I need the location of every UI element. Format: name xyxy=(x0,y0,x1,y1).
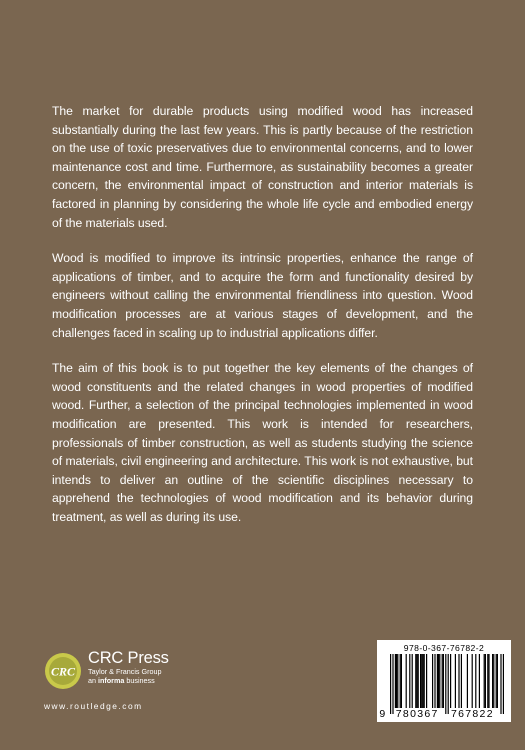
barcode-bar xyxy=(461,654,462,708)
barcode-bar xyxy=(396,654,397,708)
barcode-bar xyxy=(503,654,504,714)
barcode-bar xyxy=(439,654,440,708)
barcode-bar xyxy=(422,654,423,708)
barcode-bar xyxy=(415,654,416,708)
publisher-imprint xyxy=(44,650,244,716)
blurb-paragraph-2: Wood is modified to improve its intrinsic properties, enhance the range of applications of timber, and to acquire the form and functionality desired by engineers without calling the environmental friendliness into question. Wood modification processes are at various stages of development, and the challenges faced in scaling up to industrial applications differ. xyxy=(52,251,473,340)
isbn-number: 978-0-367-76782-2 xyxy=(403,643,485,653)
barcode-bar xyxy=(421,654,422,708)
barcode-digits-right: 767822 xyxy=(451,708,494,720)
crc-press-logo xyxy=(44,652,82,690)
blurb-paragraph-1: The market for durable products using modified wood has increased substantially during the last few years. This is partly because of the restriction on the use of toxic preservatives due to environmental concerns, and to lower maintenance cost and time. Furthermore, as sustainability becomes a greater concern, the environmental impact of construction and interior materials is factored in planning by considering the whole life cycle and embodied energy of the materials used. xyxy=(52,104,473,230)
barcode-bar xyxy=(472,654,473,708)
barcode-bar xyxy=(493,654,494,708)
barcode-bar xyxy=(488,654,489,708)
barcode-bar xyxy=(432,654,433,708)
barcode-bar xyxy=(412,654,413,708)
blurb-paragraph-3: The aim of this book is to put together the key elements of the changes of wood constituents and the related changes in wood properties of modified wood. Further, a selection of the principal technologies implemented in wood modification are presented. This work is intended for researchers, professionals of timber construction, as well as students studying the science of materials, civil engineering and architecture. This work is not exhaustive, but intends to deliver an outline of the scientific disciplines necessary to apprehend the technologies of wood modification and its behavior during treatment, as well as during its use. xyxy=(52,361,473,524)
barcode-bar xyxy=(390,654,391,714)
publisher-text xyxy=(88,650,169,685)
barcode-bar xyxy=(409,654,410,708)
barcode-bar xyxy=(418,654,419,708)
barcode-bar xyxy=(485,654,486,708)
barcode-digit-first: 9 xyxy=(379,708,387,720)
barcode-bar xyxy=(437,654,438,708)
barcode-bar xyxy=(400,654,401,708)
barcode-bar xyxy=(500,654,501,714)
barcode-bar xyxy=(424,654,425,708)
barcode-bar xyxy=(416,654,417,708)
svg-text:CRC: CRC xyxy=(50,664,76,679)
barcode-bar xyxy=(395,654,396,708)
barcode-bar xyxy=(445,654,446,714)
barcode-bar xyxy=(487,654,488,708)
barcode-bar xyxy=(438,654,439,708)
barcode-bar xyxy=(406,654,407,708)
barcode-bar xyxy=(442,654,443,708)
publisher-name: CRC Press xyxy=(88,649,169,667)
barcode-bar xyxy=(392,654,393,714)
barcode-bar xyxy=(397,654,398,708)
barcode-bar xyxy=(420,654,421,708)
barcode-bar xyxy=(497,654,498,708)
barcode-bar xyxy=(475,654,476,708)
isbn-barcode xyxy=(377,640,511,722)
barcode-bar xyxy=(496,654,497,708)
barcode-bar xyxy=(450,654,451,708)
barcode-bar xyxy=(455,654,456,708)
publisher-url: www.routledge.com xyxy=(44,701,143,711)
barcode-bars xyxy=(377,640,511,722)
publisher-group: Taylor & Francis Group xyxy=(88,667,162,676)
barcode-bar xyxy=(443,654,444,708)
barcode-bar xyxy=(401,654,402,708)
barcode-bar xyxy=(434,654,435,708)
publisher-business-line: an informa business xyxy=(88,676,155,685)
barcode-bar xyxy=(479,654,480,708)
barcode-bar xyxy=(467,654,468,708)
barcode-bar xyxy=(458,654,459,708)
barcode-bar xyxy=(492,654,493,708)
barcode-bar xyxy=(448,654,449,714)
barcode-digits-left: 780367 xyxy=(395,708,439,720)
barcode-bar xyxy=(484,654,485,708)
back-cover-blurb xyxy=(52,102,473,543)
barcode-bar xyxy=(426,654,427,708)
